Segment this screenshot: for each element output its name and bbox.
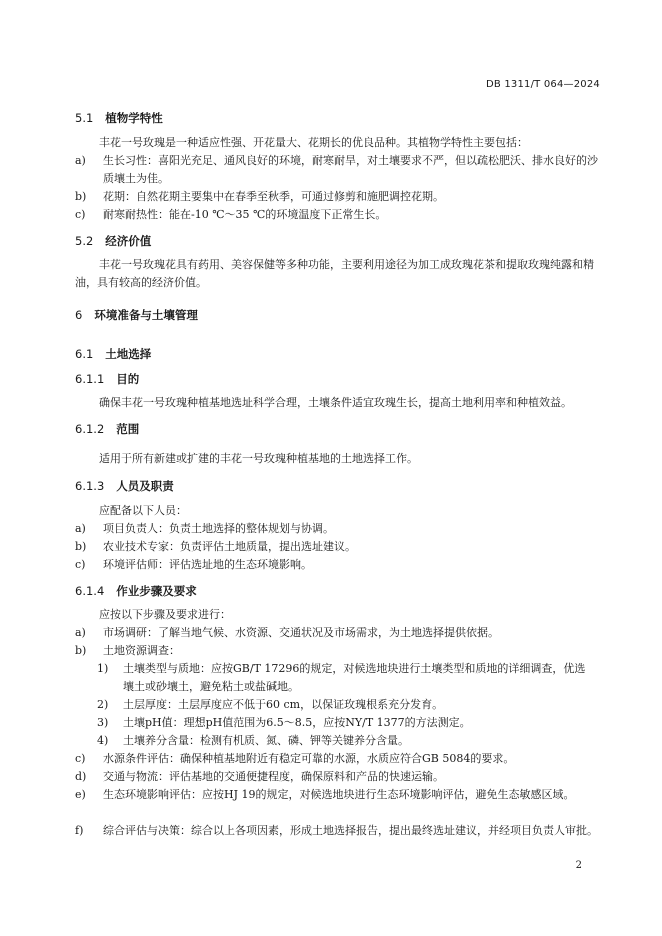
list-item xyxy=(75,520,600,538)
list-marker: e) xyxy=(75,788,86,801)
list-marker: a) xyxy=(75,154,86,167)
list-marker: 1) xyxy=(97,662,109,675)
document-code: DB 1311/T 064—2024 xyxy=(486,79,600,90)
list-item xyxy=(75,206,600,224)
list-item xyxy=(75,538,600,556)
list-text: 项目负责人：负责土地选择的整体规划与协调。 xyxy=(103,522,334,535)
list-marker: c) xyxy=(75,752,86,765)
paragraph: 应配备以下人员： xyxy=(99,504,187,517)
list-item xyxy=(75,750,600,768)
list-marker: 3) xyxy=(97,716,109,729)
section-number: 6.1 xyxy=(75,347,94,361)
list-text: 环境评估师：评估选址地的生态环境影响。 xyxy=(103,558,312,571)
list-marker: a) xyxy=(75,522,86,535)
list-text: 花期：自然花期主要集中在春季至秋季，可通过修剪和施肥调控花期。 xyxy=(103,190,444,203)
list-marker: b) xyxy=(75,644,87,657)
list-marker: c) xyxy=(75,558,86,571)
list-text: 土壤类型与质地：应按GB/T 17296的规定，对候选地块进行土壤类型和质地的详细调查，优选壤土或砂壤土，避免粘土或盐碱地。 xyxy=(123,662,586,693)
paragraph: 适用于所有新建或扩建的丰花一号玫瑰种植基地的土地选择工作。 xyxy=(99,452,418,465)
section-heading-6-1 xyxy=(75,346,151,362)
list-marker: b) xyxy=(75,540,87,553)
section-number: 6.1.2 xyxy=(75,422,105,436)
sub-list-item xyxy=(97,660,593,696)
list-text: 生态环境影响评估：应按HJ 19的规定，对候选地块进行生态环境影响评估，避免生态敏感区域。 xyxy=(103,788,575,801)
list-item xyxy=(75,188,600,206)
paragraph: 确保丰花一号玫瑰种植基地选址科学合理，土壤条件适宜玫瑰生长，提高土地利用率和种植效益。 xyxy=(99,396,572,409)
section-heading-6-1-2 xyxy=(75,421,139,437)
section-title: 目的 xyxy=(116,372,140,386)
list-marker: 4) xyxy=(97,734,109,747)
section-title: 范围 xyxy=(116,422,140,436)
section-heading-6-1-1 xyxy=(75,371,139,387)
section-heading-5-1 xyxy=(75,110,163,126)
section-title: 植物学特性 xyxy=(105,111,163,125)
list-text: 农业技术专家：负责评估土地质量，提出选址建议。 xyxy=(103,540,356,553)
section-number: 6.1.3 xyxy=(75,479,105,493)
section-title: 环境准备与土壤管理 xyxy=(94,308,198,322)
list-marker: a) xyxy=(75,626,86,639)
sub-list-item xyxy=(97,696,593,714)
section-title: 人员及职责 xyxy=(116,479,174,493)
paragraph: 丰花一号玫瑰是一种适应性强、开花量大、花期长的优良品种。其植物学特性主要包括： xyxy=(99,136,528,149)
section-number: 6.1.1 xyxy=(75,372,105,386)
list-text: 耐寒耐热性：能在-10 ℃～35 ℃的环境温度下正常生长。 xyxy=(103,208,387,221)
list-text: 市场调研：了解当地气候、水资源、交通状况及市场需求，为土地选择提供依据。 xyxy=(103,626,499,639)
section-heading-5-2 xyxy=(75,233,151,249)
list-marker: d) xyxy=(75,770,87,783)
list-item xyxy=(75,152,600,188)
section-number: 6.1.4 xyxy=(75,584,105,598)
list-item xyxy=(75,624,600,642)
section-heading-6-1-3 xyxy=(75,478,174,494)
paragraph: 应按以下步骤及要求进行： xyxy=(99,608,231,621)
list-text: 综合评估与决策：综合以上各项因素，形成土地选择报告，提出最终选址建议，并经项目负责人审批。 xyxy=(103,824,598,837)
section-title: 土地选择 xyxy=(105,347,152,361)
list-text: 土壤pH值：理想pH值范围为6.5～8.5，应按NY/T 1377的方法测定。 xyxy=(123,716,471,729)
section-heading-6 xyxy=(75,307,198,323)
section-title: 经济价值 xyxy=(105,234,152,248)
list-item xyxy=(75,822,600,840)
list-text: 交通与物流：评估基地的交通便捷程度，确保原料和产品的快速运输。 xyxy=(103,770,444,783)
paragraph: 丰花一号玫瑰花具有药用、美容保健等多种功能，主要利用途径为加工成玫瑰花茶和提取玫瑰纯露和精油，具有较高的经济价值。 xyxy=(75,258,594,289)
page-number: 2 xyxy=(575,860,582,871)
list-marker: 2) xyxy=(97,698,109,711)
section-number: 5.2 xyxy=(75,234,94,248)
list-item xyxy=(75,556,600,574)
list-text: 土地资源调查： xyxy=(103,644,180,657)
list-item xyxy=(75,786,600,804)
list-text: 水源条件评估：确保种植基地附近有稳定可靠的水源，水质应符合GB 5084的要求。 xyxy=(103,752,515,765)
list-marker: f) xyxy=(75,824,84,837)
list-marker: b) xyxy=(75,190,87,203)
section-heading-6-1-4 xyxy=(75,583,197,599)
sub-list-item xyxy=(97,714,593,732)
list-text: 土层厚度：土层厚度应不低于60 cm，以保证玫瑰根系充分发育。 xyxy=(123,698,444,711)
section-title: 作业步骤及要求 xyxy=(116,584,197,598)
section-number: 5.1 xyxy=(75,111,94,125)
list-text: 生长习性：喜阳光充足、通风良好的环境，耐寒耐旱，对土壤要求不严，但以疏松肥沃、排水良好的沙质壤土为佳。 xyxy=(103,154,598,185)
list-item xyxy=(75,768,600,786)
list-item xyxy=(75,642,600,660)
section-number: 6 xyxy=(75,308,83,322)
list-text: 土壤养分含量：检测有机质、氮、磷、钾等关键养分含量。 xyxy=(123,734,409,747)
sub-list-item xyxy=(97,732,593,750)
list-marker: c) xyxy=(75,208,86,221)
